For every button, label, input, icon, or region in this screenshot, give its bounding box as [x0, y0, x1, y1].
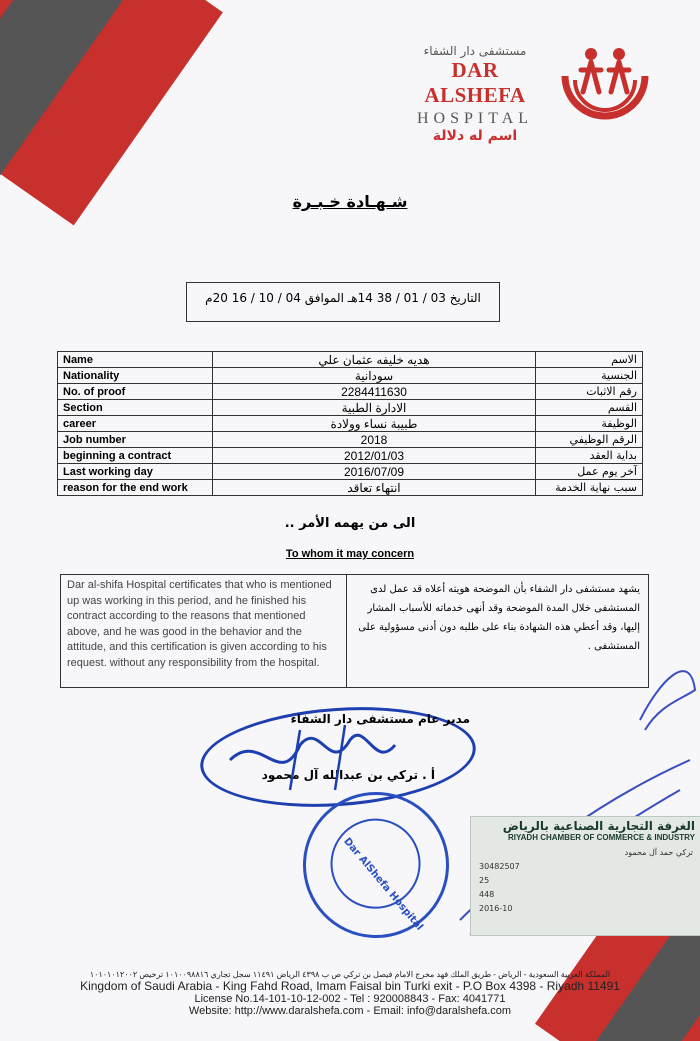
- row-label-english: Section: [58, 400, 213, 416]
- footer-license: License No.14-101-10-12-002 - Tel : 920008843 - Fax: 4041771: [194, 993, 506, 1005]
- certificate-title-text: شـهـادة خـبـرة: [292, 192, 408, 211]
- row-value: 2016/07/09: [213, 464, 536, 480]
- logo-hospital-word: HOSPITAL: [416, 110, 534, 127]
- seal-inner-ring: [316, 804, 436, 924]
- to-whom-english: To whom it may concern: [285, 548, 415, 560]
- chamber-fields: [471, 842, 700, 920]
- to-whom-arabic: الى من يهمه الأمر ..: [284, 516, 416, 531]
- row-value: الادارة الطبية: [213, 400, 536, 416]
- row-value: سودانية: [213, 368, 536, 384]
- footer: [0, 970, 700, 1017]
- row-label-arabic: الرقم الوظيفي: [536, 432, 643, 448]
- row-label-english: No. of proof: [58, 384, 213, 400]
- row-label-english: career: [58, 416, 213, 432]
- chamber-number: 30482507: [479, 862, 520, 871]
- row-label-english: reason for the end work: [58, 480, 213, 496]
- logo-tagline: اسم له دلالة: [432, 128, 518, 144]
- chamber-arabic-name: الغرفة التجارية الصناعية بالرياض: [502, 819, 695, 833]
- row-label-english: Nationality: [58, 368, 213, 384]
- row-value: هديه خليفه عثمان علي: [213, 352, 536, 368]
- row-value: 2018: [213, 432, 536, 448]
- row-value: انتهاء تعاقد: [213, 480, 536, 496]
- row-label-arabic: الاسم: [536, 352, 643, 368]
- row-label-english: beginning a contract: [58, 448, 213, 464]
- row-label-arabic: القسم: [536, 400, 643, 416]
- chamber-fee: 25: [479, 876, 490, 885]
- certification-text-english: Dar al-shifa Hospital certificates that who is mentioned up was working in this period, and he finished his contract according to the reasons that mentioned above, and he was good in the behavior and the attitude, and this certification is given according to his request. without any responsibility from the hospital.: [61, 575, 347, 687]
- row-value: طبيبة نساء وولادة: [213, 416, 536, 432]
- certification-text-arabic: يشهد مستشفى دار الشفاء بأن الموضحة هويته أعلاه قد عمل لدى المستشفى خلال المدة الموضحة وقد أنهى خدماته للأسباب المشار إليها، وقد أعطي هذه الشهادة بناء على طلبه دون أدنى مسؤولية على المستشفى .: [358, 584, 640, 652]
- chamber-date: 2016-10: [479, 904, 513, 913]
- footer-arabic-address: المملكة العربية السعودية - الرياض - طريق الملك فهد مخرج الامام فيصل بن تركي ص ب ٤٣٩٨ الرياض ١١٤٩١ سجل تجاري ١٠١٠٠٩٨٨١٦ ترخيص ١٠١٠١٠١٢٠٠٢: [89, 970, 611, 979]
- footer-contact: Website: http://www.daralshefa.com - Email: info@daralshefa.com: [188, 1005, 512, 1017]
- row-label-arabic: سبب نهاية الخدمة: [536, 480, 643, 496]
- footer-address: Kingdom of Saudi Arabia - King Fahd Road, Imam Faisal bin Turki exit - P.O Box 4398 - Riyadh 11491: [80, 979, 620, 993]
- row-value: 2012/01/03: [213, 448, 536, 464]
- row-label-english: Name: [58, 352, 213, 368]
- date-box: التاريخ 03 / 01 / 38 14هـ الموافق 04 / 10 / 16 20م: [186, 282, 500, 322]
- chamber-of-commerce-stamp: [470, 816, 700, 936]
- director-title: مدير عام مستشفى دار الشفاء: [290, 712, 470, 726]
- logo-arabic-name: مستشفى دار الشفاء: [423, 44, 527, 58]
- chamber-english-name: RIYADH CHAMBER OF COMMERCE & INDUSTRY: [508, 833, 695, 842]
- row-label-arabic: بداية العقد: [536, 448, 643, 464]
- logo-english-name: DAR ALSHEFA: [424, 58, 526, 107]
- row-value: 2284411630: [213, 384, 536, 400]
- row-label-english: Job number: [58, 432, 213, 448]
- chamber-code: 448: [479, 890, 495, 899]
- seal-text: Dar AlShefa Hospital: [341, 836, 425, 933]
- chamber-signatory: تركي حمد آل محمود: [624, 848, 693, 857]
- director-name: أ . تركي بن عبدالله آل محمود: [261, 768, 435, 782]
- row-label-arabic: رقم الاثبات: [536, 384, 643, 400]
- row-label-arabic: الجنسية: [536, 368, 643, 384]
- row-label-arabic: آخر يوم عمل: [536, 464, 643, 480]
- row-label-english: Last working day: [58, 464, 213, 480]
- row-label-arabic: الوظيفة: [536, 416, 643, 432]
